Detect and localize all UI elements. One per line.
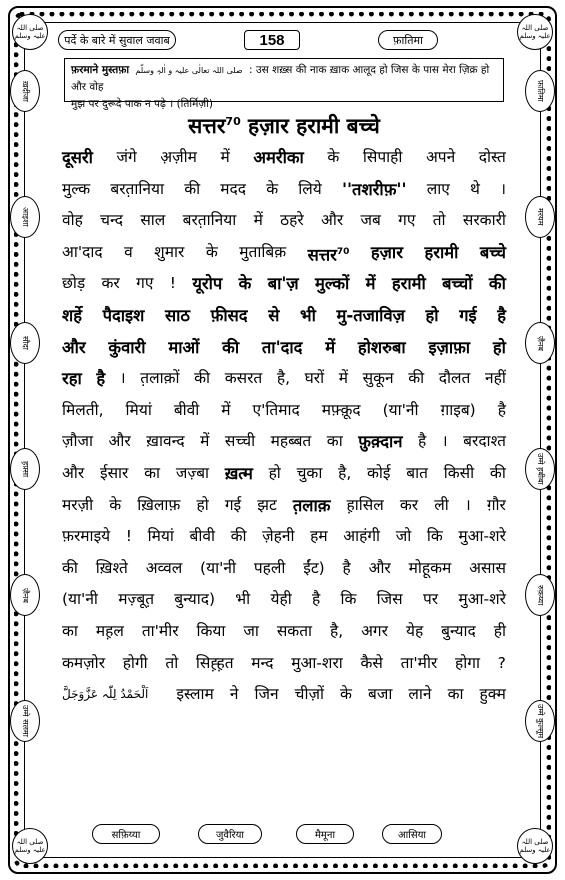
header-name-tab	[378, 30, 438, 50]
side-medallion	[525, 70, 555, 112]
text-word: वोह	[62, 211, 83, 230]
hadith-notice-box	[64, 58, 504, 110]
text-word: ज़ौजा	[62, 432, 94, 451]
side-medallion	[10, 322, 40, 364]
text-word: ग़ाइब)	[440, 400, 476, 419]
text-word: और	[62, 337, 86, 357]
text-word: ?	[497, 653, 506, 672]
text-word: में	[200, 432, 210, 451]
text-word: जिन	[254, 685, 279, 704]
side-medallion-label: उम्मे सलमा	[21, 705, 30, 737]
text-word: सत्तर$^{70}$	[307, 245, 350, 265]
text-word: मिलती,	[62, 400, 104, 419]
text-word: में	[221, 400, 231, 419]
text-word: हो	[492, 337, 506, 357]
text-word: !	[125, 527, 133, 546]
text-word: ता'मीर	[400, 653, 438, 672]
notice-arabic: صلی اللہ تعالٰی علیہ و اٰلہٖ وسلّم	[135, 66, 243, 75]
text-word: ।	[119, 369, 126, 388]
text-word: झट	[257, 495, 277, 514]
text-word: कर	[399, 495, 419, 514]
text-word: मु-तजाविज़	[336, 305, 405, 325]
text-word: लाने	[408, 685, 432, 704]
text-word: बरत़ानिया	[182, 211, 237, 230]
text-word: का	[447, 685, 464, 704]
text-word: येह	[405, 621, 424, 640]
text-word: की	[408, 369, 425, 388]
text-word: पहली	[253, 558, 286, 577]
corner-medallion-top-right	[517, 14, 553, 50]
text-word: सरकारी	[462, 211, 506, 230]
text-word: जज़्बा	[175, 463, 210, 482]
corner-medallion-text: صلی اللہ علیہ وسلم	[519, 24, 551, 40]
text-word: ए'तिमाद	[252, 400, 300, 419]
side-medallion-label: रुक़य्या	[536, 584, 545, 606]
text-word: की	[62, 558, 78, 577]
text-word: जब	[360, 211, 381, 230]
text-word: बा'ज़	[267, 274, 299, 294]
text-word: हो	[425, 305, 439, 325]
text-word: फ़ीसद	[210, 305, 248, 325]
text-word: व	[124, 242, 133, 261]
text-word: जो	[395, 527, 412, 546]
text-word: मरज़ी	[62, 495, 94, 514]
text-word: होगी	[122, 653, 148, 672]
text-word: मफ़्क़ूद	[321, 400, 361, 419]
footer-tab-1	[92, 824, 160, 844]
text-word: में	[220, 148, 230, 166]
text-word: की	[489, 463, 506, 482]
text-word: मुल्कों	[315, 274, 350, 294]
side-medallion-label: फ़ातिमा	[536, 80, 545, 102]
text-word: का	[62, 621, 78, 640]
side-medallion	[525, 322, 555, 364]
text-word: फ़रमाइये	[62, 527, 111, 546]
footer-tab-3	[296, 824, 354, 844]
text-word: ठहरे	[280, 211, 304, 230]
text-line	[62, 205, 506, 237]
text-word: ''तशरीफ़''	[341, 179, 407, 199]
text-line	[62, 679, 506, 711]
side-medallion-label: उम्मे कुल्सूम	[536, 703, 545, 739]
text-word: है,	[329, 621, 344, 640]
text-word: की	[222, 337, 240, 357]
text-word: सच्ची	[224, 432, 256, 451]
footer-tab-2	[198, 824, 262, 844]
text-word: है	[342, 558, 351, 577]
text-word: ख़िश्ते	[95, 558, 128, 577]
text-word: किसी	[443, 463, 475, 482]
text-word: ने	[229, 685, 239, 704]
heading-rest: हज़ार हरामी बच्चे	[240, 114, 380, 138]
text-word: जिस	[376, 590, 403, 609]
text-word: मुताबिक़	[239, 242, 287, 261]
text-word: गई	[224, 495, 242, 514]
side-medallion	[10, 196, 40, 238]
text-word: की	[230, 527, 247, 546]
text-word: बीवी	[173, 400, 200, 419]
text-line	[62, 616, 506, 648]
text-line	[62, 174, 506, 206]
text-word: मुआ-शरे	[458, 590, 506, 609]
text-word: फ़ुक़्दान	[358, 432, 403, 452]
text-word: (या'नी	[200, 558, 236, 577]
text-word: हरामी	[424, 242, 459, 262]
side-medallion	[525, 700, 555, 742]
text-word: सुकून	[362, 369, 394, 388]
side-medallion	[10, 70, 40, 112]
corner-medallion-text: صلی اللہ علیہ وسلم	[519, 838, 551, 854]
text-word: बजा	[367, 685, 393, 704]
text-word: के	[238, 274, 252, 294]
text-word: कि	[426, 527, 443, 546]
text-word: कि	[340, 590, 357, 609]
text-word: भी	[300, 305, 316, 325]
text-word: मदद	[220, 179, 247, 198]
text-word: और	[62, 463, 85, 482]
text-word: हो	[268, 463, 281, 482]
side-medallion	[10, 574, 40, 616]
arabic-phrase: اَلْحَمْدُ لِلّٰہ عَزَّوَجَلَّ	[62, 687, 149, 702]
side-medallion	[10, 448, 40, 490]
footer-tab-label: मैमूना	[314, 830, 336, 841]
text-word: ज़ेहनी	[262, 527, 295, 546]
text-word: किया	[196, 621, 226, 640]
text-word: में	[325, 337, 336, 357]
side-medallion	[525, 448, 555, 490]
text-word: है,	[338, 463, 352, 482]
text-word: त़लाक़ों	[140, 369, 180, 388]
text-word: हो	[196, 495, 209, 514]
text-word: है	[497, 400, 506, 419]
text-word: सिपाही	[362, 148, 403, 166]
text-word: घरों	[304, 369, 325, 388]
text-word: ।	[464, 495, 471, 514]
footer-tab-label: आसिया	[398, 830, 426, 841]
text-word: आहंगी	[343, 527, 381, 546]
text-word: नहीं	[485, 369, 506, 388]
text-word: अ़ज़ीम	[160, 148, 197, 166]
text-word: चुका	[296, 463, 323, 482]
text-line	[62, 553, 506, 585]
text-word: ग़ौर	[486, 495, 506, 514]
text-word: भी	[235, 590, 251, 609]
text-word: साठ	[165, 305, 191, 325]
corner-medallion-text: صلی اللہ علیہ وسلم	[14, 24, 46, 40]
text-word: बुन्याद)	[174, 590, 216, 609]
text-word: ह़ासिल	[346, 495, 384, 514]
text-word: कसरत	[224, 369, 263, 388]
text-word: त़लाक़	[292, 495, 331, 515]
text-word: थे	[469, 179, 480, 198]
text-word: ख़ावन्द	[146, 432, 185, 451]
text-word: दूसरी	[62, 148, 93, 167]
footer-tab-label: जुवैरिया	[215, 830, 245, 841]
text-word: इज़ाफ़ा	[428, 337, 471, 357]
text-word: बुन्याद	[441, 621, 476, 640]
text-word: लाए	[426, 179, 450, 198]
corner-medallion-bottom-left	[12, 828, 48, 864]
text-word: कैसे	[360, 653, 383, 672]
side-medallion-label: सौदा	[21, 336, 30, 350]
text-word: ख़िलाफ़	[137, 495, 181, 514]
page-number-text: 158	[259, 31, 285, 49]
text-word: इस्लाम	[176, 685, 214, 704]
side-medallion-label: ज़ैनब	[536, 335, 545, 351]
text-word: का	[144, 463, 161, 482]
text-word: ईंट)	[303, 558, 325, 577]
text-word: के	[205, 242, 218, 261]
text-word: बात	[406, 463, 428, 482]
text-word: हुक्म	[479, 685, 506, 704]
text-word: बीवी	[189, 527, 216, 546]
text-word: मुल्क	[62, 179, 91, 198]
text-word: है	[497, 305, 506, 325]
text-word: बच्चों	[442, 274, 473, 294]
body-paragraph	[62, 142, 506, 711]
text-word: हम	[310, 527, 328, 546]
text-word: और	[368, 558, 391, 577]
text-word: लिये	[298, 179, 322, 198]
text-word: चन्द	[100, 211, 124, 230]
notice-text-1: : उस शख़्स की नाक ख़ाक आलूद हो जिस के पास मेरा ज़िक्र हो और वोह	[71, 64, 490, 93]
text-word: मह़ल	[95, 621, 124, 640]
text-word: अगर	[361, 621, 389, 640]
text-word: के	[109, 495, 122, 514]
text-word: बरदाश्त	[463, 432, 506, 451]
text-line	[62, 584, 506, 616]
text-word: गए	[136, 274, 154, 293]
heading-text: सत्तर	[188, 114, 226, 138]
header-chapter-label: पर्दे के बारे में सुवाल जवाब	[64, 33, 170, 47]
text-word: कोई	[367, 463, 391, 482]
text-word: मन्द	[251, 653, 274, 672]
text-word: ली	[434, 495, 449, 514]
text-word: तो	[165, 653, 179, 672]
text-word: चीज़ों	[294, 685, 325, 704]
side-medallion-label: ज़ैनब	[21, 587, 30, 603]
text-word: है	[418, 432, 427, 451]
text-word: के	[266, 179, 279, 198]
text-word: का	[326, 432, 343, 451]
text-word: गई	[459, 305, 477, 325]
text-word: ही	[493, 621, 506, 640]
superscript-number: 70	[336, 246, 350, 257]
text-word: होगा	[454, 653, 480, 672]
text-word: बच्चे	[479, 242, 506, 262]
text-word: शुमार	[154, 242, 185, 261]
text-word: शर्हे	[62, 305, 82, 325]
header-chapter-tab	[58, 30, 176, 50]
text-word: तो	[432, 211, 446, 230]
text-word: जा	[243, 621, 259, 640]
header-name-label: फ़ातिमा	[393, 33, 423, 47]
text-word: अपने	[425, 148, 456, 166]
side-medallion	[525, 196, 555, 238]
text-word: पर	[422, 590, 439, 609]
text-word: कमज़ोर	[62, 653, 106, 672]
text-line	[62, 300, 506, 332]
text-word: मज़्बूत़	[118, 590, 155, 609]
text-word: है	[311, 590, 321, 609]
text-word: गए	[398, 211, 416, 230]
text-word: ईसार	[99, 463, 129, 482]
text-line	[62, 521, 506, 553]
notice-label: फ़रमाने मुस्तफ़ा	[71, 64, 130, 76]
text-line	[62, 395, 506, 427]
page-number	[244, 30, 300, 50]
text-line	[62, 268, 506, 300]
text-word: यूरोप	[192, 274, 223, 294]
text-word: मुआ-शरे	[458, 527, 506, 546]
text-word: दौलत	[438, 369, 471, 388]
text-word: आ'दाद	[62, 242, 103, 261]
text-word: (या'नी	[382, 400, 419, 419]
text-word: अमरीका	[253, 148, 304, 167]
text-word: ।	[500, 179, 506, 198]
text-word: येही	[270, 590, 292, 609]
text-line	[62, 142, 506, 174]
text-word: है,	[276, 369, 291, 388]
text-word: की	[184, 179, 201, 198]
text-line	[62, 490, 506, 522]
text-word: हज़ार	[370, 242, 403, 262]
side-medallion	[525, 574, 555, 616]
heading-superscript: 70	[225, 115, 241, 128]
text-word: बरत़ानिया	[110, 179, 165, 198]
corner-medallion-text: صلی اللہ علیہ وسلم	[14, 838, 46, 854]
text-word: सिह़्ह़त	[195, 653, 234, 672]
section-heading	[64, 112, 504, 140]
text-word: साल	[140, 211, 166, 230]
text-word: है	[96, 369, 106, 389]
text-word: मियां	[147, 527, 174, 546]
side-medallion-label: ख़दीजा	[21, 80, 30, 102]
text-word: !	[169, 274, 176, 293]
corner-medallion-bottom-right	[517, 828, 553, 864]
text-line	[62, 363, 506, 395]
text-word: सकता	[276, 621, 313, 640]
text-word: की	[488, 274, 506, 294]
text-word: और	[320, 211, 344, 230]
text-word: की	[194, 369, 211, 388]
text-line	[62, 458, 506, 490]
text-word: में	[365, 274, 376, 294]
text-word: छोड़	[62, 274, 86, 293]
text-word: रहा	[62, 369, 82, 389]
side-medallion-label: उम्मे ह़बीबा	[536, 453, 545, 485]
text-word: (या'नी	[62, 590, 98, 609]
text-word: मियां	[125, 400, 152, 419]
text-word: होशरुबा	[357, 337, 406, 357]
text-word: मुआ-शरा	[291, 653, 343, 672]
footer-tab-4	[382, 824, 442, 844]
text-word: मोहूकम	[408, 558, 452, 577]
text-word: माओं	[168, 337, 200, 357]
text-word: ।	[441, 432, 448, 451]
text-word: कुंवारी	[108, 337, 146, 357]
text-word: में	[253, 211, 263, 230]
text-word: कर	[101, 274, 120, 293]
side-medallion-label: मरयम	[536, 208, 545, 226]
text-word: में	[338, 369, 349, 388]
text-word: के	[340, 685, 352, 704]
text-line	[62, 426, 506, 458]
text-line	[62, 332, 506, 364]
text-word: और	[108, 432, 131, 451]
text-word: हरामी	[391, 274, 426, 294]
text-line	[62, 648, 506, 680]
corner-medallion-top-left	[12, 14, 48, 50]
text-word: महब्बत	[270, 432, 312, 451]
text-word: ख़त्म	[224, 463, 253, 483]
text-word: पैदाइश	[102, 305, 145, 325]
text-word: के	[327, 148, 340, 166]
side-medallion	[10, 700, 40, 742]
notice-line-2: मुझ पर दुरूदे पाक न पढ़े । (तिर्मिज़ी)	[71, 98, 213, 110]
text-word: से	[268, 305, 280, 325]
text-word: ता'दाद	[261, 337, 303, 357]
side-medallion-label: आइशा	[21, 207, 30, 227]
notice-line-1	[71, 62, 497, 96]
text-line	[62, 237, 506, 269]
text-word: जंगे	[116, 148, 137, 166]
text-word: असास	[469, 558, 506, 577]
footer-tab-label: सफ़िय्या	[111, 830, 141, 841]
text-word: दोस्त	[478, 148, 506, 166]
text-word: ता'मीर	[141, 621, 179, 640]
text-word: अव्वल	[145, 558, 183, 577]
side-medallion-label: ह़फ़्सा	[21, 460, 30, 478]
